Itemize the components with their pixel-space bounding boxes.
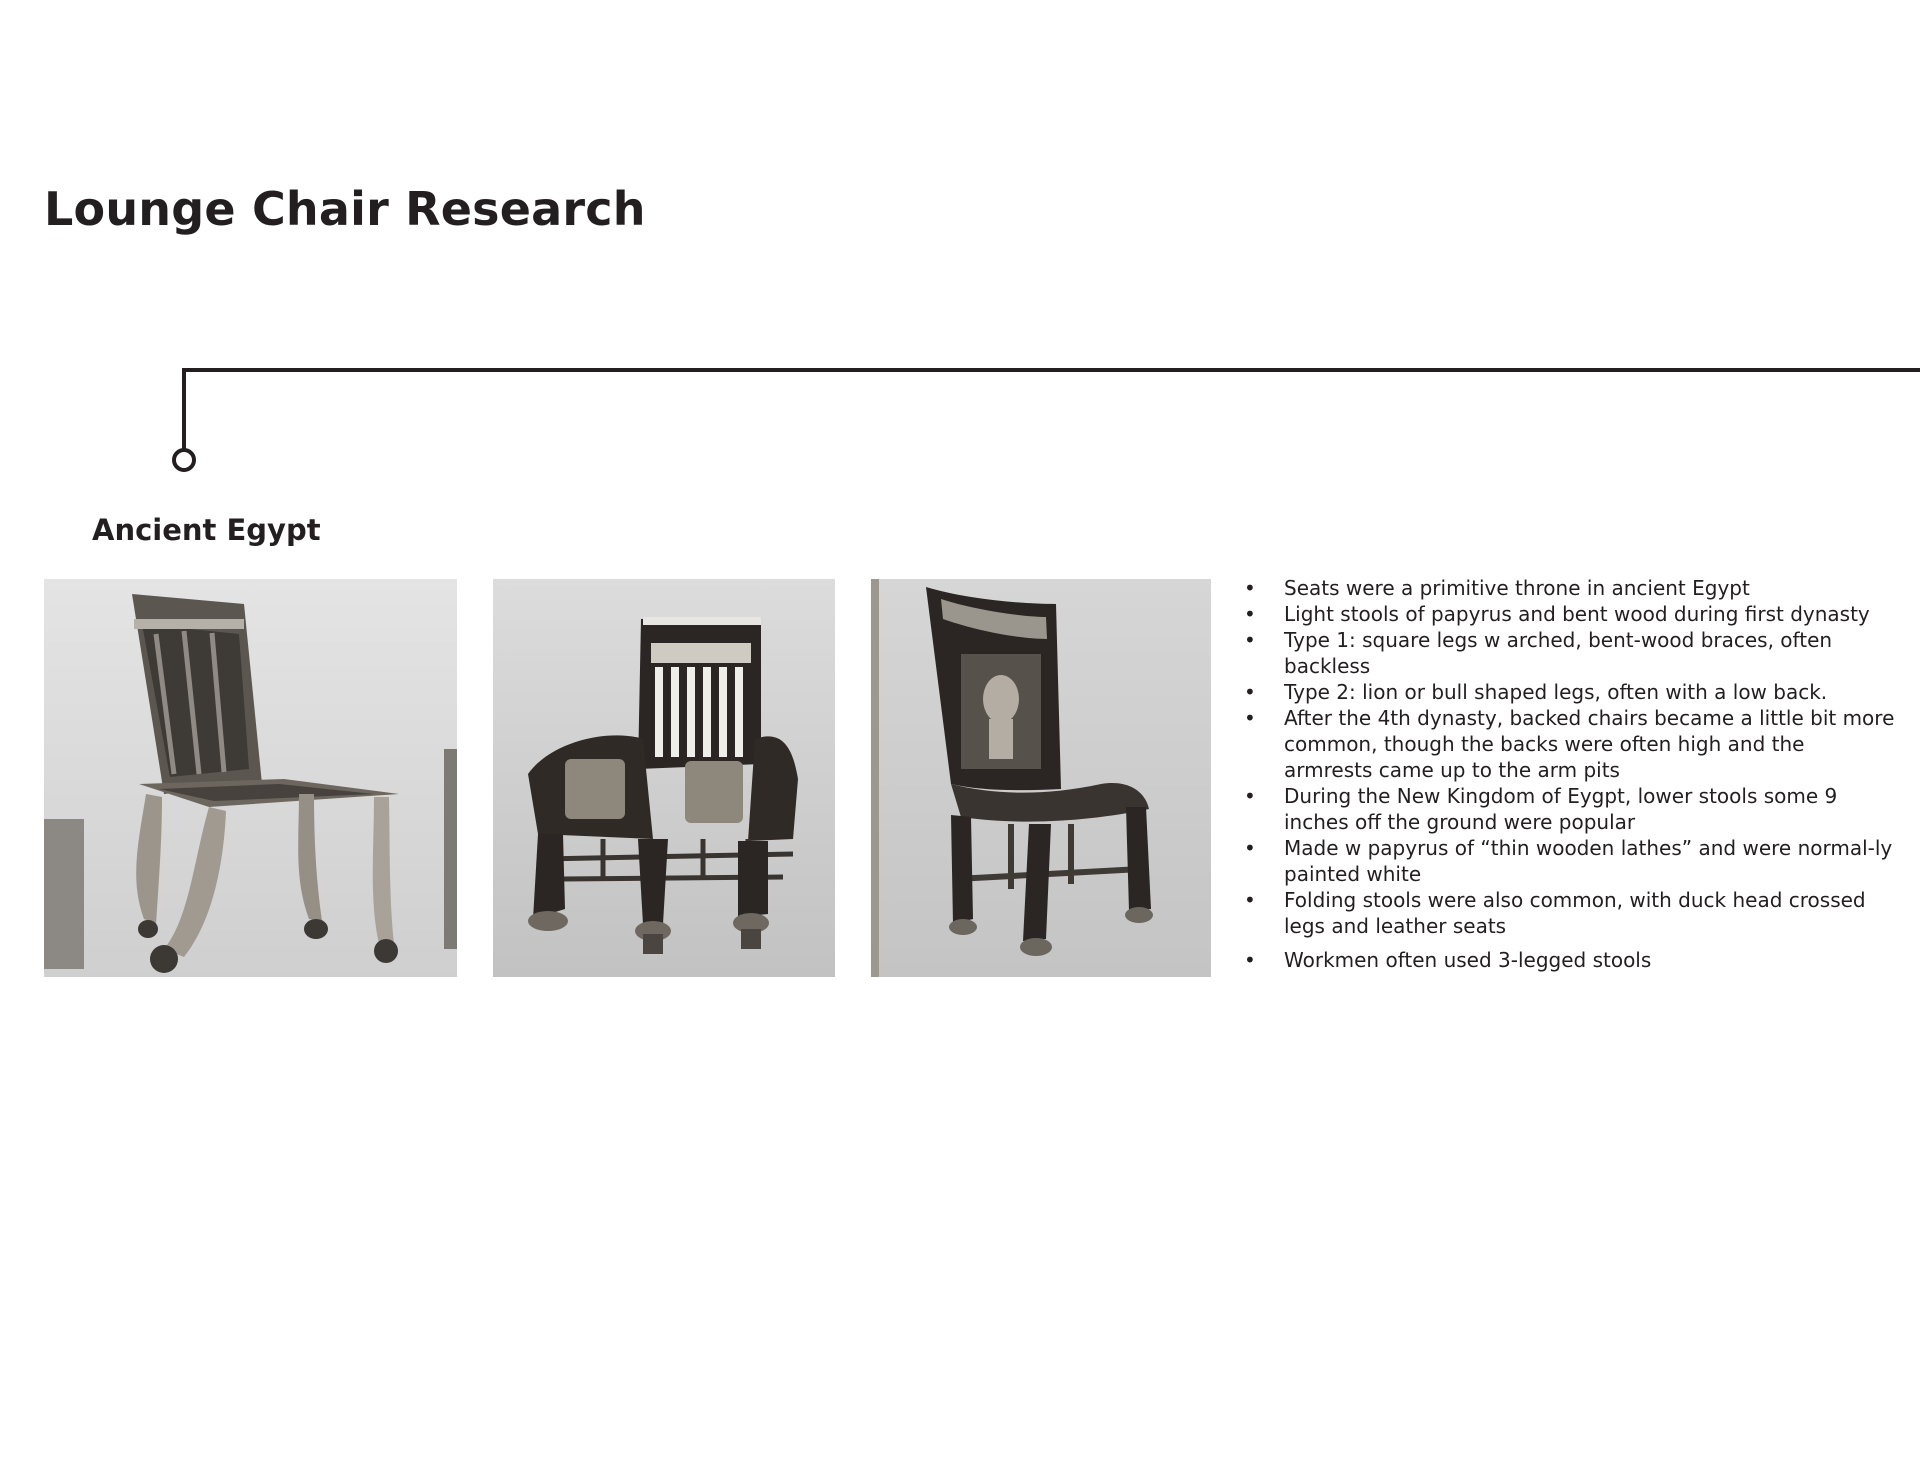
list-item: • Workmen often used 3-legged stools — [1238, 947, 1898, 973]
list-item: • Type 1: square legs w arched, bent-wood braces, often backless — [1238, 627, 1898, 679]
timeline-node — [174, 450, 194, 470]
list-item: • Light stools of papyrus and bent wood during first dynasty — [1238, 601, 1898, 627]
notes-list — [1238, 575, 1898, 973]
list-item: • Type 2: lion or bull shaped legs, often with a low back. — [1238, 679, 1898, 705]
list-item: • Seats were a primitive throne in ancient Egypt — [1238, 575, 1898, 601]
list-item: • Made w papyrus of “thin wooden lathes” and were normal-ly painted white — [1238, 835, 1898, 887]
list-item: • After the 4th dynasty, backed chairs became a little bit more common, though the backs were often high and the armrests came up to the arm pits — [1238, 705, 1898, 783]
chair-photo-1 — [44, 579, 457, 977]
chair-photo-2 — [493, 579, 835, 977]
section-heading: Ancient Egypt — [92, 513, 321, 547]
chair-photo-3 — [871, 579, 1211, 977]
page-title: Lounge Chair Research — [44, 182, 646, 236]
list-item: • Folding stools were also common, with duck head crossed legs and leather seats — [1238, 887, 1898, 939]
list-item: • During the New Kingdom of Eygpt, lower stools some 9 inches off the ground were popular — [1238, 783, 1898, 835]
timeline-connector — [0, 0, 1920, 480]
timeline-line — [184, 370, 1920, 450]
